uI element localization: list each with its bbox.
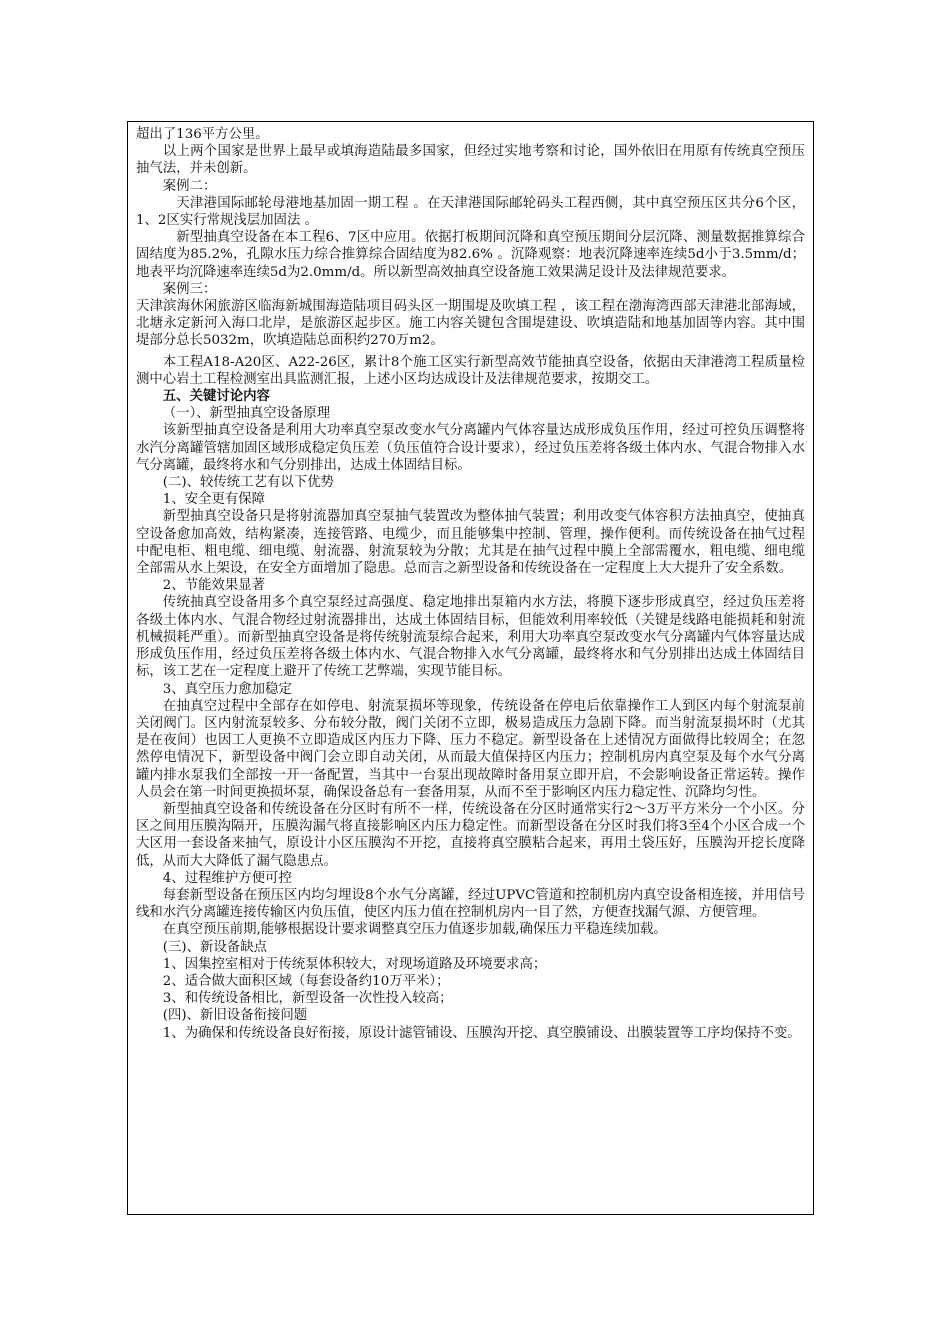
advantage-3-title: 3、真空压力愈加稳定: [162, 681, 292, 697]
para-1: 超出了136平方公里。: [136, 127, 269, 142]
subheading-4: (四)、新旧设备衔接问题: [162, 1008, 308, 1024]
case-2-detail: 新型抽真空设备在本工程6、7区中应用。依据打板期间沉降和真空预压期间分层沉降、测量数据推算综合固结度为85.2%，孔隙水压力综合推算综合固结度为82.6% 。沉降观察：地表沉降速率连续5d小于3.5mm/d；地表平均沉降速率连续5d为2.0mm/d。所以新型高效抽真空设备施工效果满足设计及法律规范要求。: [136, 230, 805, 280]
advantage-4-text-a: 每套新型设备在预压区内均匀埋设8个水气分离罐，经过UPVC管道和控制机房内真空设备相连接，并用信号线和水汽分离罐连接传输区内负压值，使区内压力值在控制机房内一目了然，方便查找漏气源、方便管理。: [136, 887, 805, 921]
drawback-2: 2、适合做大面积区域（每套设备约10万平米）；: [162, 973, 450, 989]
advantage-4-title: 4、过程维护方便可控: [162, 870, 292, 886]
case-2-label: 案例二：: [162, 178, 217, 194]
advantage-2-title: 2、节能效果显著: [162, 578, 266, 594]
advantage-3-text-b: 新型抽真空设备和传统设备在分区时有所不一样，传统设备在分区时通常实行2～3万平方米分一个小区。分区之间用压膜沟隔开，压膜沟漏气将直接影响区内压力稳定性。而新型设备在分区时我们将3至4个小区合成一个大区用一套设备来抽气，原设计小区压膜沟不开挖，直接将真空膜粘合起来，再用土袋压好，压膜沟开挖长度降低，从而大大降低了漏气隐患点。: [136, 801, 805, 869]
advantage-4-text-b: 在真空预压前期,能够根据设计要求调整真空压力值逐步加载,确保压力平稳连续加载。: [162, 922, 667, 938]
case-3-intro: 天津滨海休闲旅游区临海新城围海造陆项目码头区一期围堤及吹填工程 ，该工程在渤海湾西部天津港北部海域，北塘永定新河入海口北岸，是旅游区起步区。施工内容关键包含围堤建设、吹填造陆和地基加固等内容。其中围堤部分总长5032m，吹填造陆总面积约270万m2。: [136, 299, 805, 349]
subheading-1: （一）、新型抽真空设备原理: [162, 406, 331, 422]
drawback-3: 3、和传统设备相比，新型设备一次性投入较高；: [162, 991, 453, 1007]
case-3-label: 案例三：: [162, 281, 217, 297]
case-3-detail: 本工程A18-A20区、A22-26区，累计8个施工区实行新型高效节能抽真空设备，依据由天津港湾工程质量检测中心岩土工程检测室出具监测汇报，上述小区均达成设计及法律规范要求，按期交工。: [136, 354, 805, 387]
subheading-3: (三)、新设备缺点: [162, 939, 267, 955]
para-2: 以上两个国家是世界上最早或填海造陆最多国家，但经过实地考察和讨论，国外依旧在用原有传统真空预压抽气法，并未创新。: [136, 144, 805, 177]
advantage-2-text: 传统抽真空设备用多个真空泵经过高强度、稳定地排出泵箱内水方法，将膜下逐步形成真空，经过负压差将各级土体内水、气混合物经过射流器排出，达成土体固结目标，但能效利用率较低（关键是线路电能损耗和射流机械损耗严重）。而新型抽真空设备是将传统射流泵综合起来，利用大功率真空泵改变水气分离罐内气体容量达成形成负压作用，经过负压差将各级土体内水、气混合物排入水气分离罐，最终将水和气分别排出达成土体固结目标，该工艺在一定程度上避开了传统工艺弊端，实现节能目标。: [136, 595, 805, 680]
advantage-1-title: 1、安全更有保障: [162, 492, 266, 508]
section-heading-5: 五、关键讨论内容: [162, 389, 270, 405]
document-frame: [127, 121, 814, 1215]
document-body: [128, 122, 813, 1042]
advantage-3-text-a: 在抽真空过程中全部存在如停电、射流泵损坏等现象，传统设备在停电后依靠操作工人到区内每个射流泵前关闭阀门。区内射流泵较多、分布较分散，阀门关闭不立即，极易造成压力急剧下降。而当射流泵损坏时（尤其是在夜间）也因工人更换不立即造成区内压力下降、压力不稳定。新型设备在上述情况方面做得比较周全；在忽然停电情况下，新型设备中阀门会立即自动关闭，从而最大值保持区内压力；控制机房内真空泵及每个水气分离罐内排水泵我们全部按一开一备配置，当其中一台泵出现故障时备用泵立即开启，不会影响设备正常运转。操作人员会在第一时间更换损坏泵，确保设备总有一套备用泵，从而不至于影响区内压力稳定性、沉降均匀性。: [136, 698, 805, 800]
subheading-2: (二)、较传统工艺有以下优势: [162, 475, 334, 491]
drawback-1: 1、因集控室相对于传统泵体积较大，对现场道路及环境要求高；: [162, 956, 547, 972]
advantage-1-text: 新型抽真空设备只是将射流器加真空泵抽气装置改为整体抽气装置；利用改变气体容积方法抽真空，使抽真空设备愈加高效，结构紧凑，连接管路、电缆少，而且能够集中控制、管理，操作便利。而传统设备在抽气过程中配电柜、粗电缆、细电缆、射流器、射流泵较为分散；尤其是在抽气过程中膜上全部需覆水，粗电缆、细电缆全部需从水上架设，在安全方面增加了隐患。总而言之新型设备和传统设备在一定程度上大大提升了安全系数。: [136, 509, 805, 577]
transition-1: 1、为确保和传统设备良好衔接，原设计滤管铺设、压膜沟开挖、真空膜铺设、出膜装置等工序均保持不变。: [162, 1025, 801, 1041]
principle-text: 该新型抽真空设备是利用大功率真空泵改变水气分离罐内气体容量达成形成负压作用，经过可控负压调整将水汽分离罐管辖加固区域形成稳定负压差（负压值符合设计要求），经过负压差将各级土体内水、气混合物排入水气分离罐，最终将水和气分别排出，达成土体固结目标。: [136, 423, 805, 473]
case-2-intro: 天津港国际邮轮母港地基加固一期工程 。在天津港国际邮轮码头工程西侧，其中真空预压区共分6个区，1、2区实行常规浅层加固法 。: [136, 195, 805, 229]
